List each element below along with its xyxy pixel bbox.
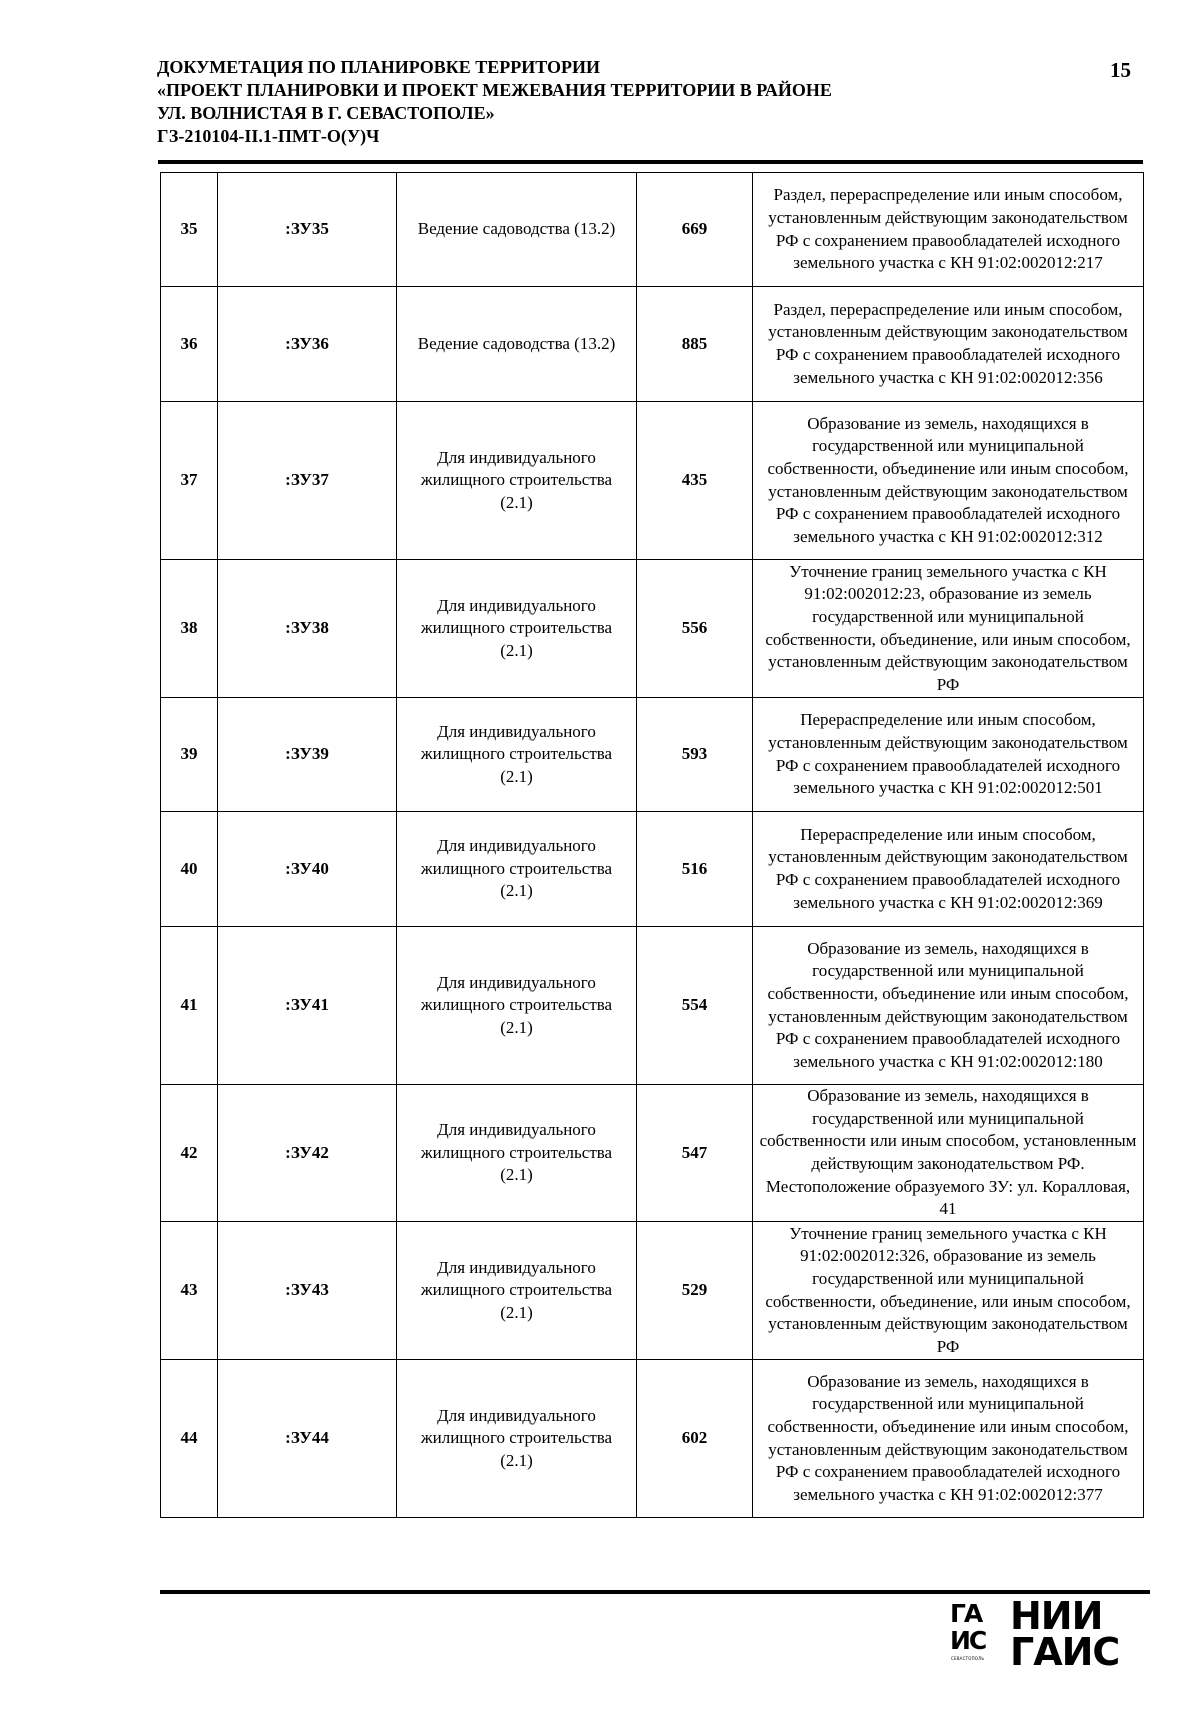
formation-method: Образование из земель, находящихся в государственной или муниципальной собственности, объединение или иным способом, установленным действующим законодательством РФ с сохранением правообладателей исходного земельного участка с КН 91:02:002012:377 bbox=[753, 1360, 1144, 1518]
plot-area: 556 bbox=[637, 560, 753, 698]
permitted-use: Ведение садоводства (13.2) bbox=[397, 287, 637, 402]
formation-method: Уточнение границ земельного участка с КН 91:02:002012:326, образование из земель государственной или муниципальной собственности, объединение, или иным способом, установленным действующим законодательством РФ bbox=[753, 1222, 1144, 1360]
plot-code: :ЗУ41 bbox=[218, 927, 397, 1085]
table-row bbox=[161, 173, 1144, 287]
permitted-use: Для индивидуального жилищного строительства (2.1) bbox=[397, 402, 637, 560]
formation-method: Раздел, перераспределение или иным способом, установленным действующим законодательством РФ с сохранением правообладателей исходного земельного участка с КН 91:02:002012:356 bbox=[753, 287, 1144, 402]
land-plots-table bbox=[160, 172, 1144, 1518]
permitted-use: Для индивидуального жилищного строительства (2.1) bbox=[397, 812, 637, 927]
page-number: 15 bbox=[1110, 58, 1131, 82]
plot-code: :ЗУ39 bbox=[218, 698, 397, 812]
table-row bbox=[161, 812, 1144, 927]
permitted-use: Для индивидуального жилищного строительства (2.1) bbox=[397, 560, 637, 698]
table-row bbox=[161, 1085, 1144, 1222]
nii-gais-logo bbox=[950, 1594, 1130, 1674]
plot-area: 885 bbox=[637, 287, 753, 402]
plot-code: :ЗУ43 bbox=[218, 1222, 397, 1360]
row-number: 36 bbox=[161, 287, 218, 402]
row-number: 37 bbox=[161, 402, 218, 560]
header-title-line-2: «ПРОЕКТ ПЛАНИРОВКИ И ПРОЕКТ МЕЖЕВАНИЯ ТЕРРИТОРИИ В РАЙОНЕ bbox=[157, 80, 832, 100]
table-row bbox=[161, 698, 1144, 812]
plot-code: :ЗУ44 bbox=[218, 1360, 397, 1518]
logo-wordmark bbox=[1010, 1594, 1120, 1674]
logo-mark-caption: СЕВАСТОПОЛЬ bbox=[951, 1656, 985, 1661]
formation-method: Перераспределение или иным способом, установленным действующим законодательством РФ с сохранением правообладателей исходного земельного участка с КН 91:02:002012:369 bbox=[753, 812, 1144, 927]
plot-area: 435 bbox=[637, 402, 753, 560]
logo-wordmark-line-2: ГАИС bbox=[1010, 1630, 1120, 1674]
table-row bbox=[161, 1222, 1144, 1360]
header-title-line-1: ДОКУМЕТАЦИЯ ПО ПЛАНИРОВКЕ ТЕРРИТОРИИ bbox=[157, 57, 601, 77]
formation-method: Раздел, перераспределение или иным способом, установленным действующим законодательством РФ с сохранением правообладателей исходного земельного участка с КН 91:02:002012:217 bbox=[753, 173, 1144, 287]
plot-code: :ЗУ36 bbox=[218, 287, 397, 402]
header-title-line-3: УЛ. ВОЛНИСТАЯ В Г. СЕВАСТОПОЛЕ» bbox=[157, 103, 495, 123]
plot-code: :ЗУ35 bbox=[218, 173, 397, 287]
row-number: 38 bbox=[161, 560, 218, 698]
logo-mark-bottom: ИС bbox=[950, 1626, 986, 1655]
row-number: 44 bbox=[161, 1360, 218, 1518]
table-row bbox=[161, 927, 1144, 1085]
logo-mark-icon bbox=[950, 1601, 1002, 1663]
plot-area: 516 bbox=[637, 812, 753, 927]
row-number: 43 bbox=[161, 1222, 218, 1360]
row-number: 35 bbox=[161, 173, 218, 287]
table-row bbox=[161, 1360, 1144, 1518]
plot-area: 529 bbox=[637, 1222, 753, 1360]
formation-method: Уточнение границ земельного участка с КН 91:02:002012:23, образование из земель государственной или муниципальной собственности, объединение, или иным способом, установленным действующим законодательством РФ bbox=[753, 560, 1144, 698]
plot-code: :ЗУ38 bbox=[218, 560, 397, 698]
plot-code: :ЗУ42 bbox=[218, 1085, 397, 1222]
permitted-use: Для индивидуального жилищного строительства (2.1) bbox=[397, 1360, 637, 1518]
formation-method: Образование из земель, находящихся в государственной или муниципальной собственности, объединение или иным способом, установленным действующим законодательством РФ с сохранением правообладателей исходного земельного участка с КН 91:02:002012:312 bbox=[753, 402, 1144, 560]
plot-area: 669 bbox=[637, 173, 753, 287]
formation-method: Образование из земель, находящихся в государственной или муниципальной собственности или иным способом, установленным действующим законодательством РФ. Местоположение образуемого ЗУ: ул. Коралловая, 41 bbox=[753, 1085, 1144, 1222]
plot-area: 593 bbox=[637, 698, 753, 812]
permitted-use: Ведение садоводства (13.2) bbox=[397, 173, 637, 287]
table-row bbox=[161, 402, 1144, 560]
document-header bbox=[157, 56, 1147, 148]
header-document-code: ГЗ-210104-II.1-ПМТ-О(У)Ч bbox=[157, 126, 380, 146]
permitted-use: Для индивидуального жилищного строительства (2.1) bbox=[397, 698, 637, 812]
permitted-use: Для индивидуального жилищного строительства (2.1) bbox=[397, 1085, 637, 1222]
plot-area: 554 bbox=[637, 927, 753, 1085]
permitted-use: Для индивидуального жилищного строительства (2.1) bbox=[397, 1222, 637, 1360]
table-row bbox=[161, 287, 1144, 402]
permitted-use: Для индивидуального жилищного строительства (2.1) bbox=[397, 927, 637, 1085]
header-rule bbox=[158, 160, 1143, 164]
footer-rule bbox=[160, 1590, 1150, 1594]
row-number: 40 bbox=[161, 812, 218, 927]
row-number: 41 bbox=[161, 927, 218, 1085]
row-number: 42 bbox=[161, 1085, 218, 1222]
plot-area: 602 bbox=[637, 1360, 753, 1518]
plot-area: 547 bbox=[637, 1085, 753, 1222]
formation-method: Образование из земель, находящихся в государственной или муниципальной собственности, объединение или иным способом, установленным действующим законодательством РФ с сохранением правообладателей исходного земельного участка с КН 91:02:002012:180 bbox=[753, 927, 1144, 1085]
plot-code: :ЗУ40 bbox=[218, 812, 397, 927]
logo-wordmark-line-1: НИИ bbox=[1010, 1594, 1103, 1638]
table-row bbox=[161, 560, 1144, 698]
row-number: 39 bbox=[161, 698, 218, 812]
logo-mark-top: ГА bbox=[950, 1599, 982, 1628]
formation-method: Перераспределение или иным способом, установленным действующим законодательством РФ с сохранением правообладателей исходного земельного участка с КН 91:02:002012:501 bbox=[753, 698, 1144, 812]
plot-code: :ЗУ37 bbox=[218, 402, 397, 560]
